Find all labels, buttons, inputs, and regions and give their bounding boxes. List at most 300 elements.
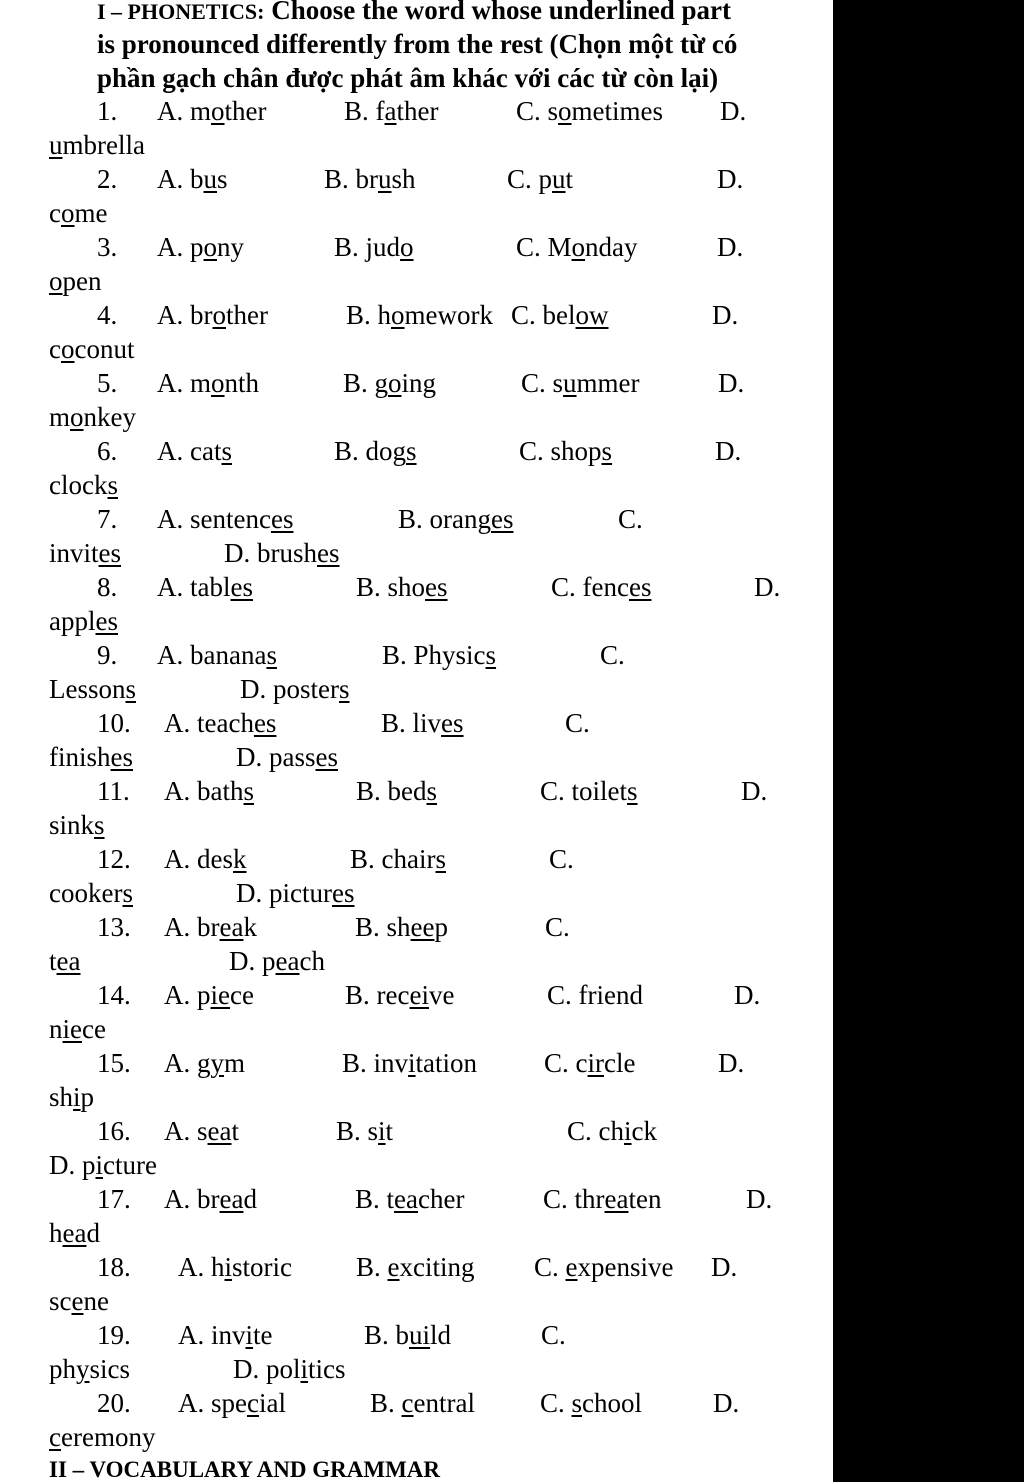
option-c-word-underlined-part: es (628, 572, 652, 602)
option-b-word-text-end: mework (404, 300, 493, 330)
question-number-text: 4. (97, 300, 118, 330)
option-c-word-text: ch (598, 1116, 624, 1146)
option-a (164, 1182, 257, 1216)
option-a-word-text-end: nth (224, 368, 260, 398)
option-b-label: B. (382, 640, 407, 670)
option-a (157, 162, 228, 196)
option-d-word-underlined-part: s (107, 470, 118, 500)
option-c (507, 162, 573, 196)
option-a-word-underlined-part: ea (219, 1184, 244, 1214)
option-a-word-text: h (211, 1252, 225, 1282)
question-number (97, 366, 117, 400)
option-d-label-line (746, 1182, 772, 1216)
option-c-word-underlined-part: o (558, 96, 572, 126)
option-b-word-text-end: cher (418, 1184, 465, 1214)
option-a-word-text: m (190, 368, 212, 398)
option-a-label: A. (157, 96, 184, 126)
option-c-word-text-end: xpensive (577, 1252, 674, 1282)
option-a-word-text: inv (211, 1320, 246, 1350)
option-a (164, 910, 257, 944)
option-b-label: B. (370, 1388, 395, 1418)
option-d-label-line (711, 1250, 737, 1284)
option-c (540, 774, 638, 808)
option-d-word-text-end: eremony (60, 1422, 156, 1452)
option-b-label: B. (356, 776, 381, 806)
option-a-word-underlined-part: o (211, 368, 225, 398)
option-c-label: C. (600, 640, 625, 670)
option-b-label: B. (345, 980, 370, 1010)
question-number (97, 1182, 131, 1216)
section1-heading-text: Choose the word whose underlined part (264, 0, 732, 25)
option-d-word-underlined-part: es (331, 878, 355, 908)
option-c-word-text: p (538, 164, 553, 194)
option-a-word-text-end: k (243, 912, 257, 942)
option-a-word-underlined-part: y (210, 1048, 224, 1078)
option-d-word-underlined-part: i (95, 1150, 104, 1180)
question-number-text: 2. (97, 164, 118, 194)
option-b (342, 1046, 477, 1080)
option-b-word-underlined-part: s (485, 640, 497, 670)
option-c-word-underlined-part: ea (604, 1184, 629, 1214)
option-d-word-line (49, 1080, 94, 1114)
option-c-word-line (49, 740, 133, 774)
option-c (551, 570, 651, 604)
option-b-word-underlined-part: ei (409, 980, 429, 1010)
option-b-word-text-end: p (434, 912, 448, 942)
option-d-word-underlined-part: o (60, 198, 75, 228)
option-b-word-text: orang (429, 504, 491, 534)
option-d-word-text-end: p (80, 1082, 95, 1112)
option-d-word-line (49, 604, 118, 638)
option-c-label: C. (549, 844, 574, 874)
option-d-word-line (49, 1420, 155, 1454)
option-b-word-text-end: t (385, 1116, 394, 1146)
option-d (224, 536, 340, 570)
option-c-word-text-end: mmer (576, 368, 640, 398)
option-d (49, 1148, 157, 1182)
option-a-word-text-end: te (253, 1320, 273, 1350)
option-a-label: A. (157, 300, 184, 330)
option-a-word-underlined-part: es (230, 572, 253, 602)
option-c-label: C. (618, 504, 643, 534)
option-a-label: A. (157, 572, 184, 602)
option-a-word-text: tabl (190, 572, 231, 602)
option-d-label-line (718, 1046, 744, 1080)
option-c (544, 1046, 635, 1080)
option-a (157, 298, 268, 332)
option-b-label: B. (346, 300, 371, 330)
option-b-word-underlined-part: e (387, 1252, 400, 1282)
option-b (334, 230, 414, 264)
option-c (540, 1386, 642, 1420)
option-b-label: B. (336, 1116, 361, 1146)
option-d-word-line (49, 1284, 109, 1318)
question-number-text: 12. (97, 844, 131, 874)
option-a-word-text-end: ial (258, 1388, 286, 1418)
option-d-word-underlined-part: es (315, 742, 338, 772)
option-b-word-text: chair (381, 844, 436, 874)
option-a-word-text-end: storic (232, 1252, 293, 1282)
option-c-word-text: invit (49, 538, 99, 568)
option-d-label: D. (233, 1354, 260, 1384)
question-number (97, 706, 131, 740)
question-number (97, 502, 117, 536)
option-b-word-text-end: ld (430, 1320, 452, 1350)
option-a-word-underlined-part: s (221, 436, 232, 466)
question-number-text: 10. (97, 708, 131, 738)
option-b (356, 774, 437, 808)
question-number-text: 11. (97, 776, 130, 806)
option-c-word-underlined-part: ow (575, 300, 609, 330)
option-d-word-underlined-part: c (49, 1422, 61, 1452)
option-d-word-line (49, 400, 136, 434)
option-a-label: A. (178, 1252, 205, 1282)
option-a-label: A. (157, 640, 184, 670)
option-b-label: B. (344, 96, 369, 126)
option-b-word-underlined-part: es (441, 708, 464, 738)
question-number-text: 15. (97, 1048, 131, 1078)
option-b-label: B. (334, 436, 359, 466)
option-a-label: A. (157, 164, 184, 194)
option-a-word-text: g (197, 1048, 211, 1078)
option-b-label: B. (364, 1320, 389, 1350)
option-d-word-underlined-part: ie (62, 1014, 82, 1044)
option-a-word-underlined-part: o (212, 300, 226, 330)
option-b-word-text: f (375, 96, 385, 126)
option-a-label: A. (164, 980, 191, 1010)
option-d-label: D. (712, 300, 739, 330)
option-d (240, 672, 350, 706)
option-d-label: D. (236, 742, 263, 772)
option-c (521, 366, 640, 400)
question-number-text: 18. (97, 1252, 131, 1282)
option-b-label: B. (355, 1184, 380, 1214)
option-d-word-text: appl (49, 606, 96, 636)
option-c-label: C. (511, 300, 536, 330)
option-d-word-text-end: tics (308, 1354, 346, 1384)
option-d-label: D. (746, 1184, 773, 1214)
option-a-label: A. (178, 1320, 205, 1350)
option-a (157, 638, 277, 672)
option-c-word-text-end: cle (604, 1048, 636, 1078)
option-b (398, 502, 514, 536)
option-a-word-underlined-part: ie (210, 980, 230, 1010)
option-b-word-text-end: entral (413, 1388, 475, 1418)
option-c-word-underlined-part: ir (587, 1048, 604, 1078)
option-d-word-text: n (49, 1014, 63, 1044)
option-c-label: C. (547, 980, 572, 1010)
option-b-word-text: sho (387, 572, 426, 602)
option-d-label: D. (720, 96, 747, 126)
option-c-label: C. (551, 572, 576, 602)
option-b-word-underlined-part: o (388, 368, 402, 398)
option-a-word-underlined-part: ea (207, 1116, 232, 1146)
option-a-word-text: br (197, 1184, 220, 1214)
option-c-word-line (49, 876, 133, 910)
question-number (97, 298, 117, 332)
option-c-word-underlined-part: e (565, 1252, 578, 1282)
question-number (97, 1114, 131, 1148)
option-b-word-text-end: ing (401, 368, 437, 398)
option-b-word-text: h (377, 300, 392, 330)
option-a-word-text-end: ther (224, 96, 267, 126)
option-d-word-underlined-part: e (71, 1286, 84, 1316)
option-b (324, 162, 416, 196)
question-number (97, 1386, 131, 1420)
option-c-label: C. (521, 368, 546, 398)
option-a (178, 1386, 286, 1420)
option-a (157, 230, 244, 264)
option-a-word-text: bath (197, 776, 244, 806)
option-c-label-line (600, 638, 625, 672)
option-b-word-text: s (367, 1116, 379, 1146)
option-d-word-text: sc (49, 1286, 72, 1316)
question-number (97, 1318, 131, 1352)
option-b-label: B. (381, 708, 406, 738)
option-b-word-underlined-part: ea (394, 1184, 418, 1214)
option-c-word-text: thr (574, 1184, 605, 1214)
option-c-word-text-end: chool (582, 1388, 643, 1418)
option-d-word-text: poster (273, 674, 339, 704)
option-a (157, 366, 259, 400)
option-c-label: C. (516, 232, 541, 262)
option-c-label: C. (545, 912, 570, 942)
question-number (97, 842, 131, 876)
option-a-word-text: p (197, 980, 211, 1010)
question-number (97, 774, 130, 808)
option-d-word-underlined-part: o (49, 266, 63, 296)
option-b-label: B. (398, 504, 423, 534)
option-d-word-text: p (82, 1150, 96, 1180)
option-d-word-line (49, 264, 101, 298)
option-c-word-line (49, 944, 80, 978)
option-d-word-underlined-part: i (300, 1354, 309, 1384)
option-c-label: C. (567, 1116, 592, 1146)
option-c-label-line (549, 842, 574, 876)
option-b-word-text-end: tation (415, 1048, 478, 1078)
option-a-label: A. (178, 1388, 205, 1418)
section1-heading-line3: phần gạch chân được phát âm khác với các từ còn lại) (97, 63, 719, 93)
option-b-word-underlined-part: c (401, 1388, 414, 1418)
option-a-word-underlined-part: o (211, 96, 225, 126)
option-a-word-text: des (197, 844, 233, 874)
option-b (356, 570, 448, 604)
question-number-text: 20. (97, 1388, 131, 1418)
option-b-word-underlined-part: i (408, 1048, 416, 1078)
option-b-word-text: Physic (413, 640, 486, 670)
option-d-word-text: c (49, 198, 61, 228)
option-d-word-text-end: d (86, 1218, 100, 1248)
option-c-word-underlined-part: s (627, 776, 638, 806)
option-b-word-text: br (355, 164, 379, 194)
option-a-label: A. (164, 1184, 191, 1214)
question-number (97, 910, 131, 944)
option-d-label-line (715, 434, 741, 468)
option-a-word-text: br (197, 912, 220, 942)
option-a (164, 1114, 239, 1148)
option-a-word-underlined-part: c (247, 1388, 259, 1418)
option-a-word-underlined-part: i (245, 1320, 254, 1350)
option-c-word-underlined-part: es (110, 742, 134, 772)
question-number-text: 8. (97, 572, 118, 602)
option-b-word-text: rec (376, 980, 410, 1010)
option-a (157, 94, 267, 128)
option-d-word-text-end: me (74, 198, 108, 228)
option-c-label: C. (534, 1252, 559, 1282)
option-c-label-line (545, 910, 570, 944)
option-d-label: D. (240, 674, 267, 704)
option-d-word-line (49, 808, 105, 842)
option-a-word-text-end: ce (230, 980, 254, 1010)
option-b-word-underlined-part: u (378, 164, 392, 194)
section2-heading: II – VOCABULARY AND GRAMMAR (49, 1457, 441, 1482)
question-number (97, 434, 117, 468)
option-b-word-text: g (374, 368, 389, 398)
option-b-word-underlined-part: o (391, 300, 405, 330)
option-a-word-text-end: d (243, 1184, 257, 1214)
option-c-label: C. (541, 1320, 566, 1350)
option-c-word-underlined-part: s (571, 1388, 583, 1418)
option-c-word-underlined-part: ea (56, 946, 81, 976)
option-d-word-underlined-part: s (338, 674, 350, 704)
option-d-label: D. (711, 1252, 738, 1282)
question-number-text: 9. (97, 640, 118, 670)
option-a (164, 774, 254, 808)
option-b (343, 366, 436, 400)
option-c (543, 1182, 661, 1216)
option-c-word-underlined-part: o (571, 232, 586, 262)
option-a-word-text: b (190, 164, 204, 194)
option-c-label-line (565, 706, 590, 740)
option-c-word-text: shop (550, 436, 602, 466)
option-d-word-underlined-part: o (70, 402, 84, 432)
option-b-word-text-end: ther (396, 96, 439, 126)
question-number (97, 1046, 131, 1080)
option-a-word-text: spe (211, 1388, 247, 1418)
question-number (97, 638, 117, 672)
option-d-word-underlined-part: es (95, 606, 118, 636)
option-a-label: A. (157, 504, 184, 534)
option-d-word-text: pictur (269, 878, 332, 908)
option-c-label: C. (565, 708, 590, 738)
option-c-word-text: s (547, 96, 559, 126)
option-b-word-underlined-part: s (406, 436, 417, 466)
option-a-label: A. (157, 368, 184, 398)
question-number-text: 7. (97, 504, 118, 534)
option-b (355, 910, 448, 944)
option-b-word-underlined-part: es (425, 572, 448, 602)
option-c-word-underlined-part: y (76, 1354, 90, 1384)
option-b-word-text-end: xciting (399, 1252, 475, 1282)
option-a-label: A. (164, 1116, 191, 1146)
option-a (164, 706, 276, 740)
option-d-label: D. (754, 572, 781, 602)
question-number (97, 162, 117, 196)
option-d-label: D. (236, 878, 263, 908)
option-c-word-text-end: ck (631, 1116, 657, 1146)
option-d-word-line (49, 196, 107, 230)
option-c-word-underlined-part: i (624, 1116, 632, 1146)
option-c-label: C. (519, 436, 544, 466)
option-a-label: A. (164, 844, 191, 874)
option-b (336, 1114, 393, 1148)
option-d-label-line (712, 298, 738, 332)
question-number-text: 5. (97, 368, 118, 398)
option-b-word-text: dog (365, 436, 407, 466)
option-c (511, 298, 609, 332)
option-c (534, 1250, 673, 1284)
option-d-word-text: brush (257, 538, 317, 568)
option-d-label: D. (229, 946, 256, 976)
option-d-label: D. (718, 368, 745, 398)
option-a (157, 502, 293, 536)
option-d-label-line (718, 366, 744, 400)
option-d-label: D. (713, 1388, 740, 1418)
option-a-label: A. (164, 912, 191, 942)
option-d-label: D. (49, 1150, 76, 1180)
question-number-text: 19. (97, 1320, 131, 1350)
option-b-word-text: inv (373, 1048, 409, 1078)
option-c-word-underlined-part: s (125, 674, 137, 704)
option-d-word-line (49, 468, 118, 502)
option-b-word-text-end: sh (391, 164, 416, 194)
option-b-word-underlined-part: s (435, 844, 446, 874)
option-c-word-text-end: ten (628, 1184, 662, 1214)
option-d-word-underlined-part: ea (62, 1218, 87, 1248)
question-number-text: 1. (97, 96, 118, 126)
option-a-word-text: cat (190, 436, 222, 466)
option-d-word-text: m (49, 402, 71, 432)
option-d-label: D. (741, 776, 768, 806)
option-b-word-text: b (395, 1320, 410, 1350)
option-c-label: C. (543, 1184, 568, 1214)
option-c-label: C. (507, 164, 532, 194)
option-b-label: B. (356, 572, 381, 602)
option-d-word-line (49, 1216, 100, 1250)
section1-heading-line2: is pronounced differently from the rest (Chọn một từ có (97, 29, 738, 59)
option-d (233, 1352, 346, 1386)
option-b-word-underlined-part: o (400, 232, 414, 262)
option-a (164, 842, 247, 876)
question-number (97, 570, 117, 604)
option-c-word-underlined-part: u (552, 164, 566, 194)
option-a (178, 1318, 273, 1352)
option-a (164, 1046, 245, 1080)
option-b (345, 978, 454, 1012)
option-d-label-line (734, 978, 760, 1012)
option-c-label: C. (544, 1048, 569, 1078)
question-number-text: 13. (97, 912, 131, 942)
option-d-word-text-end: ce (82, 1014, 106, 1044)
option-a-word-text-end: ther (226, 300, 268, 330)
option-b-word-underlined-part: es (491, 504, 514, 534)
option-b-word-underlined-part: ee (410, 912, 435, 942)
option-b (334, 434, 417, 468)
option-a (157, 434, 232, 468)
option-b-word-text: sh (386, 912, 411, 942)
option-d-word-text-end: mbrella (62, 130, 145, 160)
option-d-label-line (717, 162, 743, 196)
option-a-label: A. (157, 232, 184, 262)
option-b-word-text: t (386, 1184, 395, 1214)
option-c-word-text: bel (542, 300, 576, 330)
option-d (236, 876, 354, 910)
option-b-label: B. (350, 844, 375, 874)
option-d (229, 944, 325, 978)
option-d-word-text: h (49, 1218, 63, 1248)
option-c (547, 978, 643, 1012)
option-a (157, 570, 253, 604)
